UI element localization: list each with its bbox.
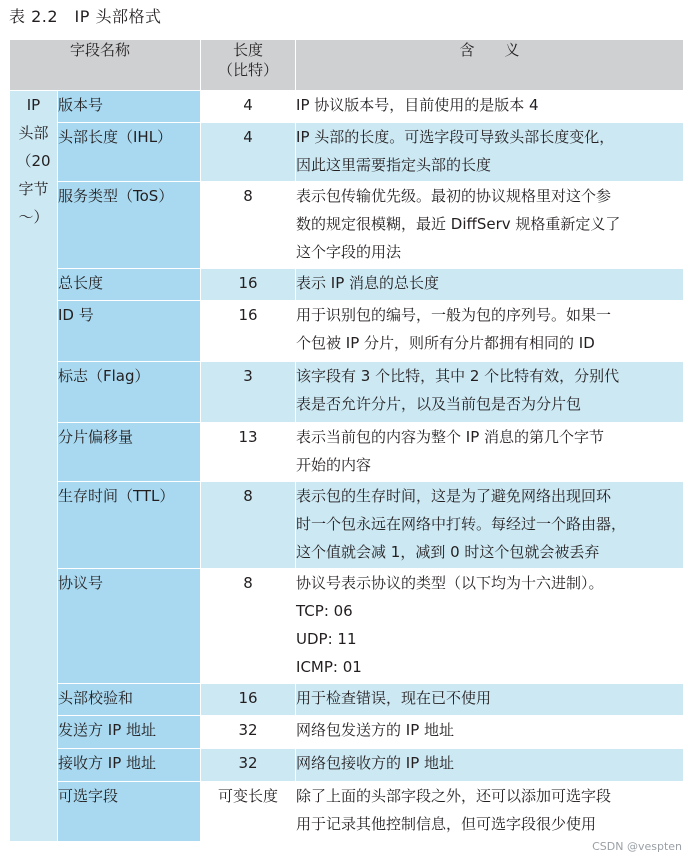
field-name-cell: 服务类型（ToS） bbox=[58, 182, 201, 269]
description-line: 表示包的生存时间，这是为了避免网络出现回环 bbox=[296, 487, 612, 505]
length-header-line-2: （比特） bbox=[218, 61, 279, 79]
table-row bbox=[10, 749, 684, 782]
table-row bbox=[10, 716, 684, 749]
field-description-cell bbox=[296, 269, 684, 301]
field-length-cell: 可变长度 bbox=[201, 782, 296, 842]
field-description-cell bbox=[296, 123, 684, 182]
table-row bbox=[10, 782, 684, 842]
description-line: 用于识别包的编号，一般为包的序列号。如果一 bbox=[296, 306, 612, 324]
field-description-cell bbox=[296, 482, 684, 569]
field-length-cell: 3 bbox=[201, 362, 296, 423]
description-line: 表是否允许分片，以及当前包是否为分片包 bbox=[296, 395, 582, 413]
group-label-ip-header bbox=[10, 91, 58, 842]
field-description-cell bbox=[296, 749, 684, 782]
description-line: 因此这里需要指定头部的长度 bbox=[296, 156, 492, 174]
field-length-cell: 16 bbox=[201, 684, 296, 716]
table-body bbox=[10, 91, 684, 842]
field-length-cell: 8 bbox=[201, 182, 296, 269]
field-name-cell: ID 号 bbox=[58, 301, 201, 362]
column-header-length bbox=[201, 40, 296, 91]
group-label-line: IP bbox=[26, 96, 41, 114]
table-row bbox=[10, 301, 684, 362]
description-line: 时一个包永远在网络中打转。每经过一个路由器， bbox=[296, 515, 627, 533]
description-line: 协议号表示协议的类型（以下均为十六进制）。 bbox=[296, 574, 604, 592]
table-row bbox=[10, 269, 684, 301]
field-name-cell: 版本号 bbox=[58, 91, 201, 123]
table-row bbox=[10, 423, 684, 482]
field-name-cell: 头部校验和 bbox=[58, 684, 201, 716]
table-row bbox=[10, 91, 684, 123]
column-header-meaning: 含 义 bbox=[296, 40, 684, 91]
table-row bbox=[10, 182, 684, 269]
description-line: 网络包发送方的 IP 地址 bbox=[296, 721, 455, 739]
field-description-cell bbox=[296, 423, 684, 482]
ip-header-table bbox=[9, 39, 684, 842]
description-line: 表示包传输优先级。最初的协议规格里对这个参 bbox=[296, 187, 612, 205]
description-line: 数的规定很模糊，最近 DiffServ 规格重新定义了 bbox=[296, 215, 621, 233]
group-label-line: 字节 bbox=[18, 180, 49, 198]
description-line: IP 头部的长度。可选字段可导致头部长度变化， bbox=[296, 128, 615, 146]
field-length-cell: 32 bbox=[201, 749, 296, 782]
table-row bbox=[10, 362, 684, 423]
column-header-field-name: 字段名称 bbox=[10, 40, 201, 91]
description-line: UDP: 11 bbox=[296, 630, 357, 648]
field-name-cell: 发送方 IP 地址 bbox=[58, 716, 201, 749]
length-header-line-1: 长度 bbox=[233, 41, 264, 59]
table-row bbox=[10, 684, 684, 716]
field-length-cell: 13 bbox=[201, 423, 296, 482]
field-length-cell: 4 bbox=[201, 123, 296, 182]
field-name-cell: 总长度 bbox=[58, 269, 201, 301]
description-line: TCP: 06 bbox=[296, 602, 353, 620]
field-length-cell: 16 bbox=[201, 301, 296, 362]
watermark: CSDN @vespten bbox=[592, 840, 682, 853]
field-description-cell bbox=[296, 569, 684, 684]
field-name-cell: 标志（Flag） bbox=[58, 362, 201, 423]
group-label-line: ～） bbox=[18, 208, 49, 226]
field-length-cell: 32 bbox=[201, 716, 296, 749]
description-line: 表示 IP 消息的总长度 bbox=[296, 274, 440, 292]
field-description-cell bbox=[296, 782, 684, 842]
field-name-cell: 头部长度（IHL） bbox=[58, 123, 201, 182]
description-line: 网络包接收方的 IP 地址 bbox=[296, 754, 455, 772]
field-description-cell bbox=[296, 301, 684, 362]
description-line: ICMP: 01 bbox=[296, 658, 362, 676]
field-length-cell: 8 bbox=[201, 482, 296, 569]
description-line: 用于记录其他控制信息，但可选字段很少使用 bbox=[296, 815, 597, 833]
description-line: 该字段有 3 个比特，其中 2 个比特有效，分别代 bbox=[296, 367, 620, 385]
description-line: IP 协议版本号，目前使用的是版本 4 bbox=[296, 96, 539, 114]
description-line: 用于检查错误，现在已不使用 bbox=[296, 689, 492, 707]
description-line: 除了上面的头部字段之外，还可以添加可选字段 bbox=[296, 787, 612, 805]
description-line: 表示当前包的内容为整个 IP 消息的第几个字节 bbox=[296, 428, 605, 446]
field-name-cell: 分片偏移量 bbox=[58, 423, 201, 482]
group-label-line: （20 bbox=[16, 152, 51, 170]
field-name-cell: 生存时间（TTL） bbox=[58, 482, 201, 569]
group-label-line: 头部 bbox=[18, 124, 49, 142]
field-description-cell bbox=[296, 684, 684, 716]
field-length-cell: 4 bbox=[201, 91, 296, 123]
description-line: 开始的内容 bbox=[296, 456, 372, 474]
field-description-cell bbox=[296, 716, 684, 749]
field-description-cell bbox=[296, 182, 684, 269]
field-description-cell bbox=[296, 91, 684, 123]
field-name-cell: 协议号 bbox=[58, 569, 201, 684]
table-row bbox=[10, 123, 684, 182]
table-row bbox=[10, 482, 684, 569]
field-description-cell bbox=[296, 362, 684, 423]
field-length-cell: 16 bbox=[201, 269, 296, 301]
field-name-cell: 可选字段 bbox=[58, 782, 201, 842]
table-row bbox=[10, 569, 684, 684]
field-name-cell: 接收方 IP 地址 bbox=[58, 749, 201, 782]
table-caption: 表 2.2 IP 头部格式 bbox=[9, 7, 162, 26]
description-line: 这个值就会减 1，减到 0 时这个包就会被丢弃 bbox=[296, 543, 600, 561]
description-line: 个包被 IP 分片，则所有分片都拥有相同的 ID bbox=[296, 334, 595, 352]
field-length-cell: 8 bbox=[201, 569, 296, 684]
description-line: 这个字段的用法 bbox=[296, 243, 402, 261]
header-row bbox=[10, 40, 684, 91]
